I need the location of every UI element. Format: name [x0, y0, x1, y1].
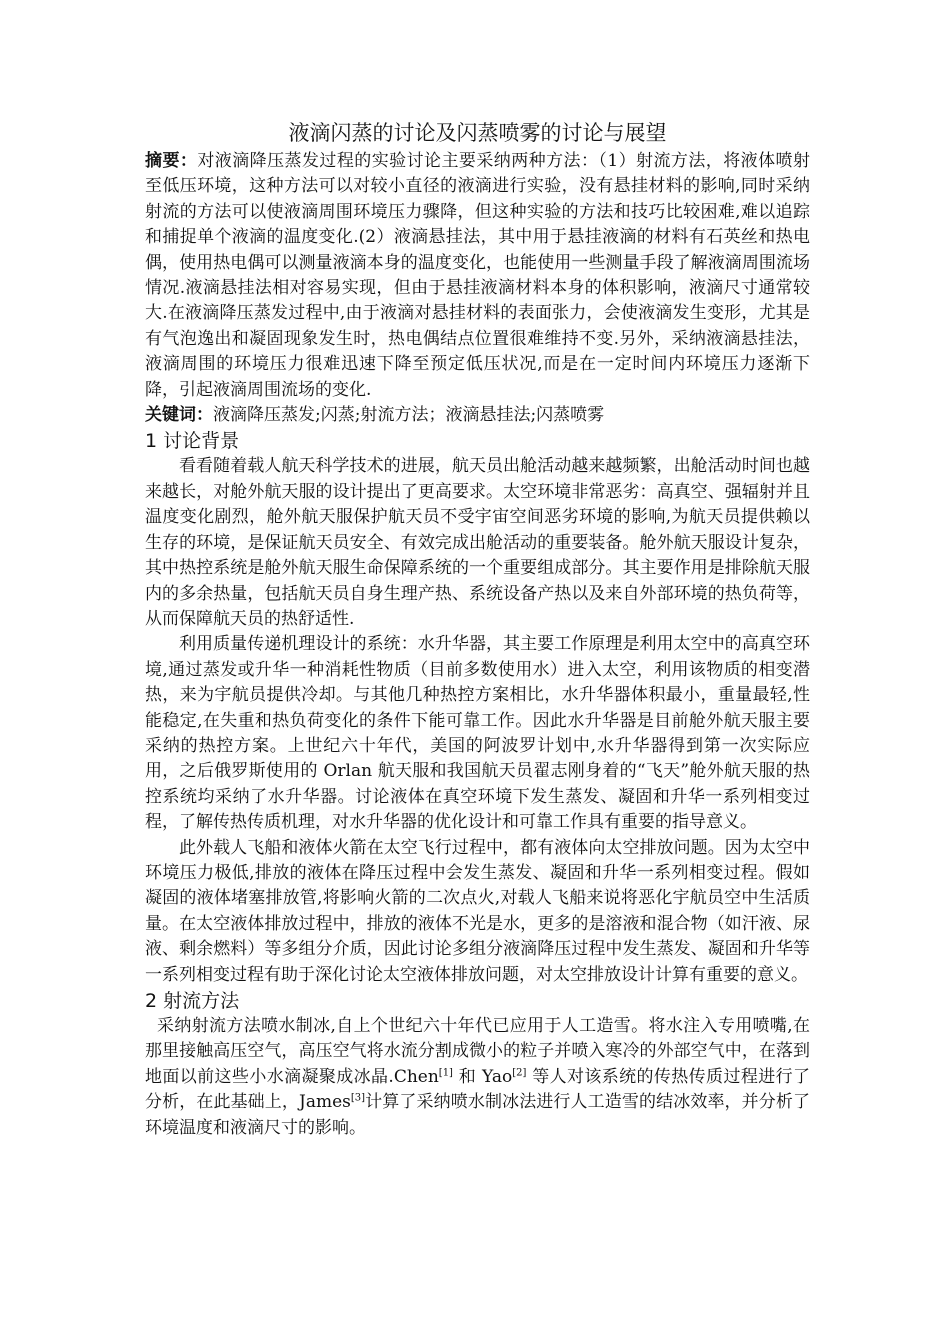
document-page	[145, 118, 810, 1141]
keywords	[145, 403, 810, 428]
keywords-text: 液滴降压蒸发;闪蒸;射流方法；液滴悬挂法;闪蒸喷雾	[213, 405, 605, 426]
citation-3: [3]	[350, 1092, 366, 1104]
section-1-paragraph-3: 此外载人飞船和液体火箭在太空飞行过程中，都有液体向太空排放问题。因为太空中环境压力极低,排放的液体在降压过程中会发生蒸发、凝固和升华一系列相变过程。假如凝固的液体堵塞排放管,将影响火箭的二次点火,对载人飞船来说将恶化宇航员空中生活质量。在太空液体排放过程中，排放的液体不光是水，更多的是溶液和混合物（如汗液、尿液、剩余燃料）等多组分介质，因此讨论多组分液滴降压过程中发生蒸发、凝固和升华等一系列相变过程有助于深化讨论太空液体排放问题，对太空排放设计计算有重要的意义。	[145, 837, 810, 985]
section-2-text-b: 和 Yao	[458, 1066, 513, 1087]
section-2-text-a: 采纳射流方法喷水制冰,自上个世纪六十年代已应用于人工造雪。将水注入专用喷嘴,在那里接触高压空气，高压空气将水流分割成微小的粒子并喷入寒冷的外部空气中，在落到地面以前这些小水滴凝聚成冰晶.Chen	[145, 1016, 810, 1087]
section-2-paragraph-1	[145, 1014, 810, 1141]
paper-title: 液滴闪蒸的讨论及闪蒸喷雾的讨论与展望	[288, 121, 667, 145]
section-2-text-d: 计算了采纳喷水制冰法进行人工造雪的结冰效率，并分析了环境温度和液滴尺寸的影响。	[145, 1092, 811, 1138]
section-1-heading: 1 讨论背景	[145, 430, 240, 453]
abstract	[145, 149, 810, 403]
citation-2: [2]	[512, 1067, 527, 1079]
abstract-text: 对液滴降压蒸发过程的实验讨论主要采纳两种方法：（1）射流方法，将液体喷射至低压环境，这种方法可以对较小直径的液滴进行实验，没有悬挂材料的影响,同时采纳射流的方法可以使液滴周围环境压力骤降，但这种实验的方法和技巧比较困难,难以追踪和捕捉单个液滴的温度变化.(2）液滴悬挂法，其中用于悬挂液滴的材料有石英丝和热电偶，使用热电偶可以测量液滴本身的温度变化，也能使用一些测量手段了解液滴周围流场情况.液滴悬挂法相对容易实现，但由于悬挂液滴材料本身的体积影响，液滴尺寸通常较大.在液滴降压蒸发过程中,由于液滴对悬挂材料的表面张力，会使液滴发生变形，尤其是有气泡逸出和凝固现象发生时，热电偶结点位置很难维持不变.另外，采纳液滴悬挂法，液滴周围的环境压力很难迅速下降至预定低压状况,而是在一定时间内环境压力逐渐下降，引起液滴周围流场的变化.	[145, 151, 810, 400]
keywords-label: 关键词：	[145, 405, 213, 426]
citation-1: [1]	[438, 1067, 453, 1079]
section-2-text-c: 等人对该系统的传热传质过程进行了分析，在此基础上，James	[145, 1066, 810, 1113]
section-1-paragraph-2: 利用质量传递机理设计的系统：水升华器，其主要工作原理是利用太空中的高真空环境,通过蒸发或升华一种消耗性物质（目前多数使用水）进入太空，利用该物质的相变潜热，来为宇航员提供冷却。与其他几种热控方案相比，水升华器体积最小，重量最轻,性能稳定,在失重和热负荷变化的条件下能可靠工作。因此水升华器是目前舱外航天服主要采纳的热控方案。上世纪六十年代，美国的阿波罗计划中,水升华器得到第一次实际应用，之后俄罗斯使用的 Orlan 航天服和我国航天员翟志刚身着的“飞天”舱外航天服的热控系统均采纳了水升华器。讨论液体在真空环境下发生蒸发、凝固和升华一系列相变过程，了解传热传质机理，对水升华器的优化设计和可靠工作具有重要的指导意义。	[145, 634, 810, 833]
abstract-label: 摘要：	[145, 151, 198, 171]
section-2-heading: 2 射流方法	[145, 990, 240, 1012]
section-1-paragraph-1: 看看随着载人航天科学技术的进展，航天员出舱活动越来越频繁，出舱活动时间也越来越长，对舱外航天服的设计提出了更高要求。太空环境非常恶劣：高真空、强辐射并且温度变化剧烈，舱外航天服保护航天员不受宇宙空间恶劣环境的影响,为航天员提供赖以生存的环境，是保证航天员安全、有效完成出舱活动的重要装备。舱外航天服设计复杂，其中热控系统是舱外航天服生命保障系统的一个重要组成部分。其主要作用是排除航天服内的多余热量，包括航天员自身生理产热、系统设备产热以及来自外部环境的热负荷等，从而保障航天员的热舒适性.	[145, 456, 810, 629]
